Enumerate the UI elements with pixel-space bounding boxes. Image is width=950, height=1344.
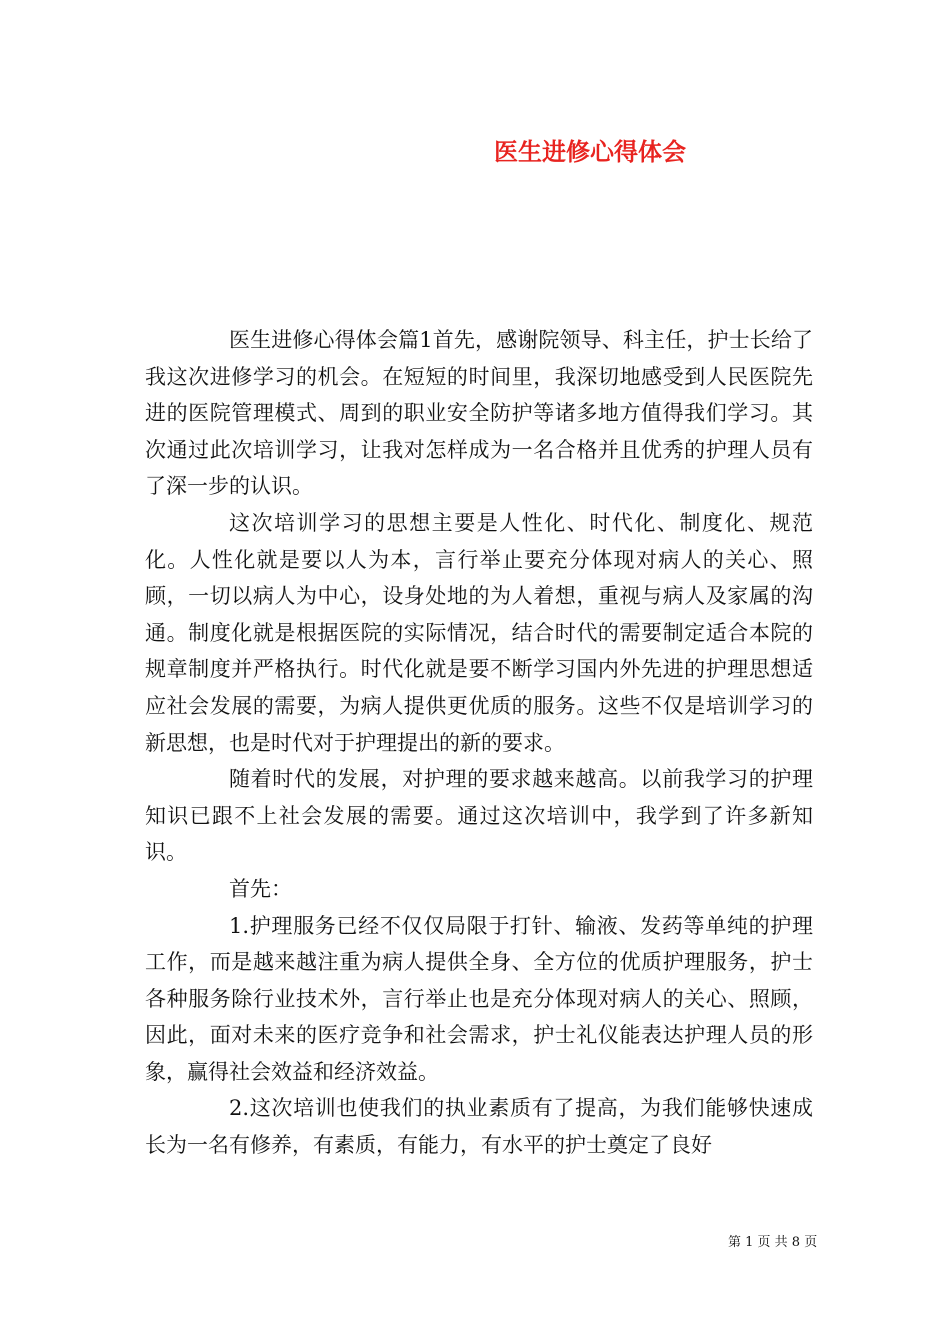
paragraph-5: 1.护理服务已经不仅仅局限于打针、输液、发药等单纯的护理工作，而是越来越注重为病人提供全身、全方位的优质护理服务，护士各种服务除行业技术外，言行举止也是充分体现对病人的关心、照顾，因此，面对未来的医疗竞争和社会需求，护士礼仪能表达护理人员的形象，赢得社会效益和经济效益。 [145, 913, 813, 1084]
paragraph-3: 随着时代的发展，对护理的要求越来越高。以前我学习的护理知识已跟不上社会发展的需要。通过这次培训中，我学到了许多新知识。 [145, 767, 813, 865]
paragraph-2: 这次培训学习的思想主要是人性化、时代化、制度化、规范化。人性化就是要以人为本，言行举止要充分体现对病人的关心、照顾，一切以病人为中心，设身处地的为人着想，重视与病人及家属的沟通。制度化就是根据医院的实际情况，结合时代的需要制定适合本院的规章制度并严格执行。时代化就是要不断学习国内外先进的护理思想适应社会发展的需要，为病人提供更优质的服务。这些不仅是培训学习的新思想，也是时代对于护理提出的新的要求。 [145, 510, 813, 755]
document-title: 医生进修心得体会 [494, 137, 686, 166]
paragraph-1: 医生进修心得体会篇1首先，感谢院领导、科主任，护士长给了我这次进修学习的机会。在短短的时间里，我深切地感受到人民医院先进的医院管理模式、周到的职业安全防护等诸多地方值得我们学习。其次通过此次培训学习，让我对怎样成为一名合格并且优秀的护理人员有了深一步的认识。 [145, 328, 813, 499]
paragraph-4: 首先： [229, 876, 292, 901]
document-body [145, 322, 813, 1164]
page-footer: 第 1 页 共 8 页 [728, 1235, 818, 1250]
paragraph-6: 2.这次培训也使我们的执业素质有了提高，为我们能够快速成长为一名有修养，有素质，有能力，有水平的护士奠定了良好 [145, 1096, 813, 1158]
